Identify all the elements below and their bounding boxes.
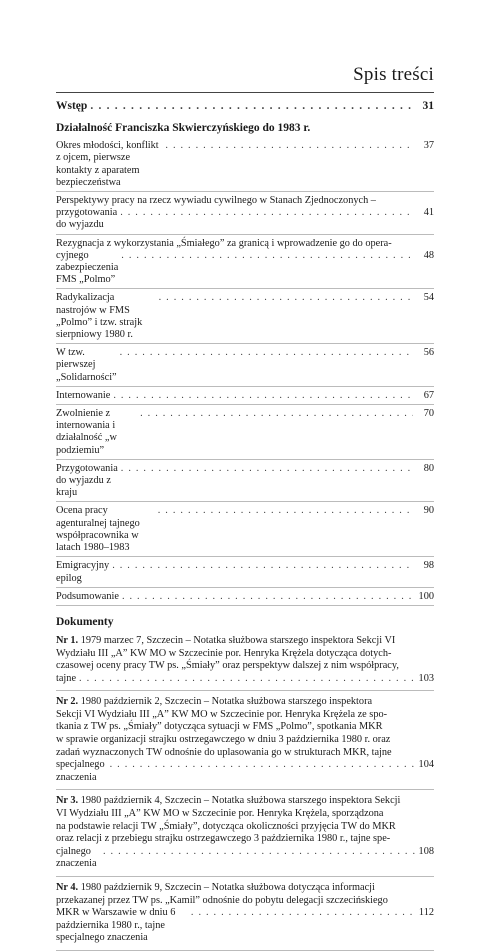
document-line: VI Wydziału III „A” KW MO w Szczecinie por. Henryka Krężela, sporządzona (56, 808, 384, 820)
document-entry (56, 877, 434, 951)
documents-list (56, 630, 434, 951)
dot-leader (191, 907, 416, 920)
toc-entry-page: 90 (423, 505, 434, 517)
document-line-text: tajne (56, 672, 77, 684)
toc-entry (56, 502, 434, 557)
title-rule (56, 92, 434, 93)
document-number: Nr 2. (56, 696, 79, 708)
document-line: na podstawie relacji TW „Śmiały”, dotycząca okoliczności przyjęcia TW do MKR (56, 820, 396, 832)
toc-entry-row (56, 347, 434, 384)
toc-entry-intro (56, 100, 434, 112)
document-line: w sprawie organizacji strajku ostrzegawczego w dniu 3 października 1980 r. oraz (56, 734, 391, 746)
dot-leader (158, 505, 413, 517)
toc-entry-line: Perspektywy pracy na rzecz wywiadu cywilnego w Stanach Zjednoczonych – (56, 195, 376, 207)
document-line-text: 1980 październik 4, Szczecin – Notatka służbowa starszego inspektora Sekcji (80, 795, 401, 807)
document-number: Nr 3. (56, 795, 79, 807)
dot-leader (120, 207, 413, 219)
toc-entry-row (56, 207, 434, 231)
toc-entry-row (56, 250, 434, 287)
toc-entry (56, 460, 434, 503)
toc-entry (56, 137, 434, 192)
toc-entry-page: 48 (423, 249, 434, 261)
toc-entry (56, 235, 434, 290)
toc-entry-label: Podsumowanie (56, 590, 119, 602)
document-line (56, 696, 434, 709)
document-line (56, 635, 434, 648)
dot-leader (79, 673, 416, 686)
toc-entry-label: W tzw. pierwszej „Solidarności” (56, 347, 117, 383)
toc-entry-label: Okres młodości, konflikt z ojcem, pierwsze kontakty z aparatem bezpieczeństwa (56, 140, 159, 188)
toc-entry-page: 56 (423, 347, 434, 359)
toc-entry-label: Przygotowania do wyjazdu z kraju (56, 462, 118, 499)
document-line-text: 1980 październik 2, Szczecin – Notatka służbowa starszego inspektora (80, 696, 373, 708)
section-heading: Działalność Franciszka Skwierczyńskiego do 1983 r. (56, 122, 311, 135)
document-last-row (56, 759, 434, 784)
document-line: tkania z TW ps. „Śmiały” dotycząca sytuacji w FMS „Polmo”, spotkania MKR (56, 721, 383, 733)
dot-leader (121, 250, 413, 262)
toc-entry-page: 54 (423, 292, 434, 304)
toc-entry-page: 80 (423, 462, 434, 474)
dot-leader (122, 591, 413, 603)
toc-page (56, 64, 434, 951)
section-entries (56, 137, 434, 606)
toc-entry-line: Rezygnacja z wykorzystania „Śmiałego” za granicą i wprowadzenie go do opera- (56, 237, 392, 249)
toc-entry-label: Ocena pracy agenturalnej tajnego współpracownika w latach 1980–1983 (56, 505, 140, 554)
document-last-row (56, 907, 434, 945)
toc-entry-row (56, 292, 434, 341)
toc-entry-row (56, 560, 434, 584)
document-entry (56, 691, 434, 790)
dot-leader (140, 408, 413, 420)
documents-heading: Dokumenty (56, 615, 114, 628)
document-last-row (56, 673, 434, 686)
document-number: Nr 4. (56, 882, 79, 893)
document-page: 112 (418, 907, 434, 919)
document-entry (56, 790, 434, 877)
toc-entry (56, 387, 434, 405)
dot-leader (159, 292, 413, 304)
toc-entry-row (56, 505, 434, 554)
toc-entry-label: przygotowania do wyjazdu (56, 207, 118, 231)
document-line-text: MKR w Warszawie w dniu 6 października 1980 r., tajne specjalnego znaczenia (56, 907, 176, 944)
dot-leader (165, 140, 413, 152)
toc-entry-label: Zwolnienie z internowania i działalność „w podziemiu” (56, 408, 117, 456)
dot-leader (103, 846, 416, 859)
toc-entry-page: 70 (423, 408, 434, 420)
page-title: Spis treści (353, 64, 434, 85)
document-line (56, 882, 434, 895)
dot-leader (112, 560, 413, 572)
toc-entry (56, 588, 434, 606)
toc-entry-page: 98 (423, 560, 434, 572)
document-line: zadań wyznaczonych TW odnośnie do uplasowania go w strukturach MKR, tajne (56, 746, 392, 758)
document-line-text: 1979 marzec 7, Szczecin – Notatka służbowa starszego inspektora Sekcji VI (80, 634, 396, 646)
toc-entry-page: 100 (418, 590, 434, 602)
toc-entry-row (56, 408, 434, 457)
document-line: przekazanej przez TW ps. „Kamil” odnośnie do pobytu delegacji szczecińskiego (56, 894, 388, 906)
toc-entry-page: 41 (423, 207, 434, 219)
document-page: 108 (418, 845, 434, 857)
document-number: Nr 1. (56, 634, 79, 646)
toc-entry-label: Emigracyjny epilog (56, 560, 110, 584)
toc-entry (56, 344, 434, 387)
toc-entry-label: Internowanie (56, 389, 111, 401)
document-page: 104 (418, 759, 434, 771)
dot-leader (90, 100, 413, 112)
document-entry (56, 630, 434, 691)
document-line-text: cjalnego znaczenia (56, 845, 97, 870)
toc-entry-page: 37 (423, 140, 434, 152)
dot-leader (121, 463, 413, 475)
document-line-text: 1980 październik 9, Szczecin – Notatka służbowa dotycząca informacji (80, 882, 375, 893)
toc-entry (56, 192, 434, 235)
toc-entry-label: Radykalizacja nastrojów w FMS „Polmo” i tzw. strajk sierpniowy 1980 r. (56, 292, 143, 341)
document-line: czasowej oceny pracy TW ps. „Śmiały” oraz perspektyw dalszej z nim współpracy, (56, 660, 399, 672)
document-line-text: specjalnego znaczenia (56, 759, 105, 783)
document-line: Wydziału III „A” KW MO w Szczecinie por. Henryka Krężela dotycząca dotych- (56, 647, 392, 659)
document-line (56, 795, 434, 808)
toc-entry-page: 67 (423, 389, 434, 401)
dot-leader (110, 759, 416, 772)
document-page: 103 (418, 672, 434, 684)
toc-entry (56, 557, 434, 587)
document-line: oraz relacji z przebiegu strajku ostrzegawczego 3 października 1980 r., tajne spe- (56, 833, 391, 845)
toc-entry-page: 31 (422, 100, 434, 112)
toc-entry (56, 405, 434, 460)
toc-entry (56, 289, 434, 344)
toc-entry-row (56, 140, 434, 189)
toc-entry-label: cyjnego zabezpieczenia FMS „Polmo” (56, 249, 119, 286)
document-last-row (56, 846, 434, 871)
dot-leader (113, 390, 413, 402)
document-line: Sekcji VI Wydziału III „A” KW MO w Szczecinie por. Henryka Krężela ze spo- (56, 708, 388, 720)
toc-entry-row (56, 390, 434, 402)
toc-entry-row (56, 463, 434, 500)
dot-leader (120, 347, 413, 359)
toc-entry-row (56, 591, 434, 603)
toc-entry-label: Wstęp (56, 100, 88, 112)
documents-section (56, 616, 434, 951)
